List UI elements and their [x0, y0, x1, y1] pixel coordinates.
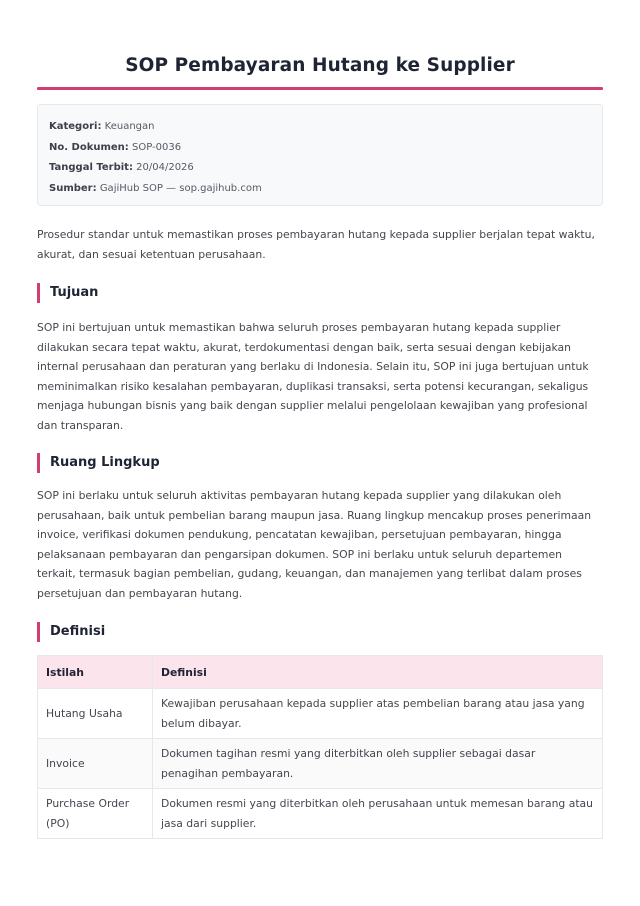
meta-issue-date [49, 158, 591, 179]
section-heading-definisi: Definisi [37, 622, 105, 642]
meta-label: Kategori: [49, 121, 102, 132]
term-cell: Purchase Order (PO) [38, 789, 153, 839]
document-meta-box [37, 104, 603, 206]
meta-value: 20/04/2026 [136, 162, 194, 174]
column-header-term: Istilah [38, 656, 153, 689]
meta-source [49, 179, 591, 200]
definition-cell: Dokumen resmi yang diterbitkan oleh perusahaan untuk memesan barang atau jasa dari supplier. [153, 789, 603, 839]
section-body-ruang-lingkup: SOP ini berlaku untuk seluruh aktivitas pembayaran hutang kepada supplier yang dilakukan oleh perusahaan, baik untuk pembelian barang maupun jasa. Ruang lingkup mencakup proses penerimaan invoice, verifikasi dokumen pendukung, pencatatan kewajiban, persetujuan pembayaran, hingga pelaksanaan pembayaran dan pengarsipan dokumen. SOP ini berlaku untuk seluruh departemen terkait, termasuk bagian pembelian, gudang, keuangan, dan manajemen yang terlibat dalam proses persetujuan dan pembayaran hutang. [37, 489, 592, 600]
table-row [38, 739, 603, 789]
meta-label: No. Dokumen: [49, 141, 129, 153]
term-cell: Hutang Usaha [38, 689, 153, 739]
definition-cell: Dokumen tagihan resmi yang diterbitkan oleh supplier sebagai dasar penagihan pembayaran. [153, 739, 603, 789]
section-heading-tujuan: Tujuan [37, 283, 98, 303]
column-header-definition: Definisi [153, 656, 603, 689]
table-row [38, 789, 603, 839]
meta-label: Tanggal Terbit: [49, 162, 133, 174]
meta-value: Keuangan [104, 121, 155, 132]
table-row [38, 689, 603, 739]
meta-label: Sumber: [49, 182, 97, 194]
page-title: SOP Pembayaran Hutang ke Supplier [125, 55, 515, 76]
definition-cell: Kewajiban perusahaan kepada supplier atas pembelian barang atau jasa yang belum dibayar. [153, 689, 603, 739]
title-divider [37, 87, 603, 90]
intro-paragraph: Prosedur standar untuk memastikan proses pembayaran hutang kepada supplier berjalan tepat waktu, akurat, dan sesuai ketentuan perusahaan. [37, 228, 595, 261]
section-heading-ruang-lingkup: Ruang Lingkup [37, 453, 160, 473]
meta-category [49, 117, 591, 138]
section-body-tujuan: SOP ini bertujuan untuk memastikan bahwa seluruh proses pembayaran hutang kepada supplier dilakukan secara tepat waktu, akurat, terdokumentasi dengan baik, serta sesuai dengan kebijakan internal perusahaan dan peraturan yang berlaku di Indonesia. Selain itu, SOP ini juga bertujuan untuk meminimalkan risiko kesalahan pembayaran, duplikasi transaksi, serta potensi kecurangan, sekaligus menjaga hubungan bisnis yang baik dengan supplier melalui pengelolaan kewajiban yang profesional dan transparan. [37, 321, 589, 432]
meta-document-number [49, 138, 591, 159]
table-header-row [38, 656, 603, 689]
meta-value: SOP-0036 [131, 141, 182, 153]
meta-value: GajiHub SOP — sop.gajihub.com [99, 182, 262, 194]
definitions-table [37, 655, 603, 839]
term-cell: Invoice [38, 739, 153, 789]
